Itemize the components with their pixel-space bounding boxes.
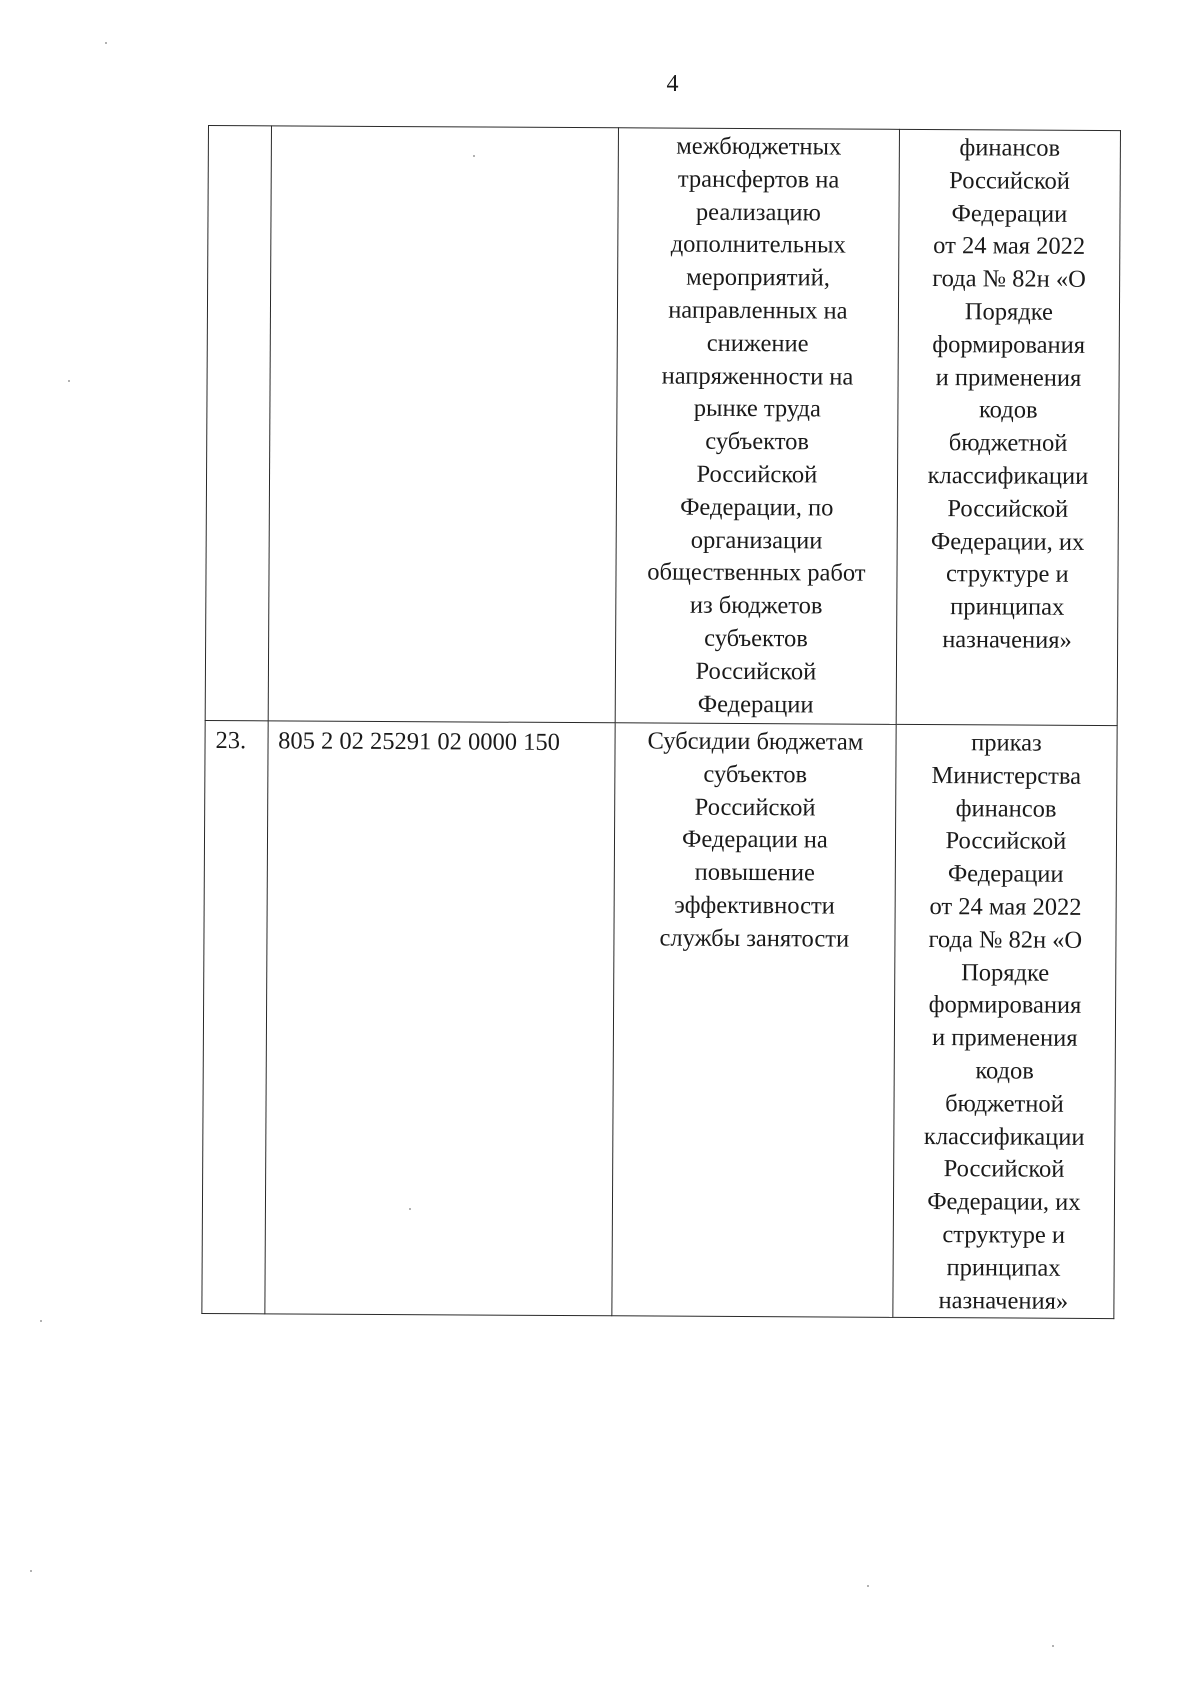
basis-line: структуре и: [946, 560, 1069, 589]
legal-basis-cell: [893, 724, 1118, 1319]
name-line: напряженности на: [661, 362, 854, 391]
name-line: из бюджетов: [689, 591, 823, 620]
name-line: трансфертов на: [677, 165, 840, 194]
basis-line: назначения»: [942, 626, 1072, 654]
basis-line: Министерства: [931, 761, 1082, 790]
scan-speck: [68, 380, 70, 382]
basis-line: и применения: [931, 1024, 1078, 1053]
scan-speck: [1052, 1645, 1054, 1647]
basis-line: финансов: [959, 134, 1061, 162]
scan-speck: [409, 1208, 411, 1210]
name-line: общественных работ: [647, 558, 866, 588]
scan-speck: [105, 42, 107, 44]
basis-line: Российской: [945, 827, 1067, 856]
name-line: Российской: [694, 793, 816, 821]
name-line: Федерации, по: [680, 493, 834, 522]
scan-speck: [40, 1320, 42, 1322]
name-line: эффективности: [674, 891, 835, 920]
page-number: 4: [666, 71, 679, 97]
basis-line: Российской: [943, 1155, 1065, 1184]
basis-line: от 24 мая 2022: [929, 893, 1082, 921]
basis-line: кодов: [978, 396, 1038, 425]
name-cell: [615, 128, 899, 725]
scan-speck: [473, 155, 475, 157]
basis-line: Российской: [949, 166, 1071, 195]
name-line: повышение: [694, 858, 815, 887]
name-line: Федерации на: [681, 826, 828, 854]
name-line: дополнительных: [670, 230, 846, 259]
name-line: субъектов: [704, 624, 808, 653]
name-line: организации: [690, 526, 823, 555]
basis-line: Порядке: [961, 958, 1050, 987]
name-line: Российской: [696, 460, 818, 489]
basis-line: классификации: [923, 1122, 1085, 1151]
row-number-cell: 23.: [202, 720, 268, 1314]
name-line: реализацию: [695, 198, 821, 227]
table-row-23: [202, 720, 1117, 1318]
basis-line: Порядке: [964, 298, 1053, 326]
classification-table: [201, 125, 1121, 1319]
table-row-continued: [205, 126, 1120, 726]
basis-line: Федерации: [947, 860, 1064, 888]
basis-line: бюджетной: [945, 1089, 1064, 1118]
name-cell: [612, 723, 896, 1318]
basis-line: бюджетной: [948, 429, 1068, 457]
name-line: Российской: [695, 657, 817, 686]
name-line: межбюджетных: [676, 132, 842, 161]
code-cell: 805 2 02 25291 02 0000 150: [264, 721, 615, 1316]
basis-line: Федерации: [951, 199, 1068, 228]
code-cell: [268, 126, 619, 723]
name-line: направленных на: [668, 296, 848, 325]
name-line: субъектов: [703, 760, 808, 789]
scan-speck: [867, 1585, 869, 1587]
legal-basis-cell: [896, 129, 1121, 725]
basis-line: финансов: [955, 794, 1057, 823]
basis-line: кодов: [975, 1057, 1034, 1085]
name-line: рынке труда: [693, 395, 821, 423]
basis-line: формирования: [932, 330, 1086, 359]
name-line: Субсидии бюджетам: [647, 727, 864, 756]
basis-line: Российской: [947, 494, 1069, 523]
name-line: службы занятости: [659, 924, 850, 953]
basis-line: формирования: [928, 991, 1082, 1020]
basis-line: принципах: [950, 593, 1065, 621]
basis-line: Федерации, их: [930, 527, 1085, 556]
basis-line: классификации: [927, 461, 1089, 490]
scan-speck: [30, 1570, 32, 1572]
basis-line: принципах: [946, 1253, 1061, 1282]
name-line: Федерации: [697, 690, 814, 718]
basis-line: Федерации, их: [927, 1188, 1081, 1217]
basis-line: года № 82н «О: [932, 265, 1086, 294]
basis-line: приказ: [971, 729, 1042, 757]
name-line: мероприятий,: [686, 263, 830, 292]
basis-line: и применения: [935, 363, 1082, 392]
basis-line: года № 82н «О: [928, 925, 1083, 954]
row-number-cell: [205, 126, 271, 721]
basis-line: от 24 мая 2022: [933, 232, 1086, 261]
name-line: снижение: [706, 329, 809, 358]
name-line: субъектов: [705, 427, 810, 456]
basis-line: структуре и: [942, 1221, 1066, 1249]
basis-line: назначения»: [938, 1286, 1069, 1315]
